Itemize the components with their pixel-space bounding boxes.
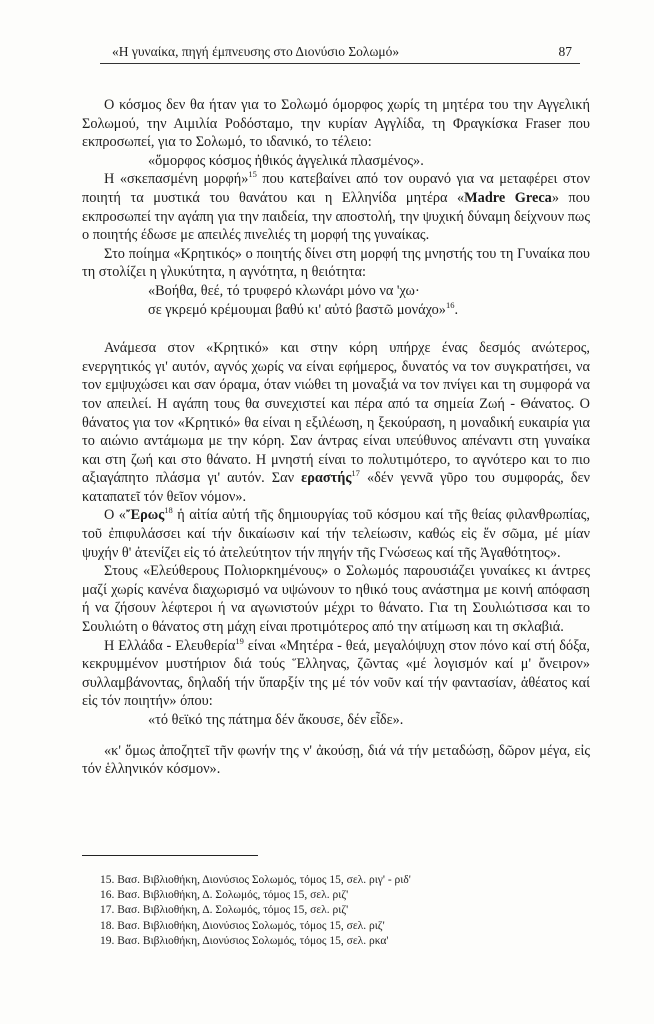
quotation-block: «κ' ὅμως ἀποζητεῖ τῆν φωνήν της ν' ἀκούσῃ, διά νά τήν μεταδώσῃ, δῶρον μέγα, εἰς τόν ἑλληνικόν κόσμον».: [82, 742, 590, 778]
page-number: 87: [558, 44, 572, 59]
footnote-divider: [82, 855, 258, 856]
footnote: 17. Βασ. Βιβλιοθήκη, Δ. Σολωμός, τόμος 15, σελ. ριζ': [100, 904, 349, 917]
running-title: «Η γυναίκα, πηγή έμπνευσης στο Διονύσιο Σολωμό»: [112, 44, 400, 59]
spacer: [82, 730, 590, 742]
footnote-ref[interactable]: 17: [351, 468, 360, 479]
paragraph: Στο ποίημα «Κρητικός» ο ποιητής δίνει στη μορφή της μνηστής του τη Γυναίκα που τη στολίζει η γλυκύτητα, η αγνότητα, η θειότητα:: [82, 245, 590, 281]
spacer: [82, 319, 590, 339]
footnote: 16. Βασ. Βιβλιοθήκη, Δ. Σολωμός, τόμος 15, σελ. ριζ': [100, 889, 349, 902]
footnote: 19. Βασ. Βιβλιοθήκη, Διονύσιος Σολωμός, τόμος 15, σελ. ρκα': [100, 934, 389, 947]
quotation: «τό θεϊκό της πάτημα δέν ἄκουσε, δέν εἶδε».: [148, 712, 404, 728]
footnotes: [100, 873, 560, 949]
footnote: 15. Βασ. Βιβλιοθήκη, Διονύσιος Σολωμός, τόμος 15, σελ. ριγ' - ριδ': [100, 874, 411, 886]
paragraph: Στους «Ελεύθερους Πολιορκημένους» ο Σολωμός παρουσιάζει γυναίκες κι άντρες μαζί χωρίς κανένα διαχωρισμό να υψώνουν το ηθικό τους ανάστημα με κοινή απόφαση ή να ζήσουν λέφτεροι ή να αγωνιστούν μέχρι το θάνατο. Για τη Σουλιώτισσα και το Σουλιώτη ο θάνατος στη μάχη είναι προτιμότερος από την ατίμωση και τη σκλαβιά.: [82, 563, 590, 636]
paragraph: Ο «Ἔρως$^{18}$ ἡ αἰτία αὐτή τῆς δημιουργίας τοῦ κόσμου καί τῆς θείας φιλανθρωπίας, τοῦ ἐπιφυλάσσει καί τήν δικαίωσιν καί τήν τελείωσιν, καθώς εἰς ἕν σῶμα, μέ μίαν ψυχήν θ' ἀτενίζει εἰς τό ἀτελεύτητον τήν πηγήν τῆς Γνώσεως καί τῆς Ἀγαθότητος».: [82, 505, 590, 561]
quotation: «ὅμορφος κόσμος ἠθικός ἀγγελικά πλασμένος».: [148, 152, 424, 169]
footnote-ref[interactable]: 19: [235, 635, 244, 646]
verse-line: «Βοήθα, θεέ, τό τρυφερό κλωνάρι μόνο να 'χω·: [148, 282, 420, 299]
body-text: [82, 96, 590, 779]
footnote-ref[interactable]: 18: [164, 505, 173, 516]
paragraph: Ο κόσμος δεν θα ήταν για το Σολωμό όμορφος χωρίς τη μητέρα του την Αγγελική Σολωμού, την Αιμιλία Ροδόσταμο, την κυρίαν Αγγλίδα, τη Φραγκίσκα Fraser που εκπροσωπεί, για το Σολωμό, το ιδανικό, το τέλειο:: [82, 97, 590, 151]
paragraph: Ανάμεσα στον «Κρητικό» και στην κόρη υπήρχε ένας δεσμός ανώτερος, ενεργητικός γι' αυτόν, αγνός χωρίς να είναι εφήμερος, δυνατός να τον συγκρατήσει, να τον εμψυχώσει και σαν όραμα, όταν νιώθει τη μοναξιά να τον πνίγει και τη συμφορά να τον απειλεί. Η αγάπη τους θα συνεχιστεί και πέρα από τα σημεία Ζωή - Θάνατος. Ο θάνατος για τον «Κρητικό» θα είναι η εξιλέωση, η ξεκούραση, η μοναδική ευκαιρία για το αιώνιο αντάμωμα με την κόρη. Σαν άντρας είναι υπεύθυνος απέναντι στη γυναίκα και στη ζωή και στο θάνατο. Η μνηστή είναι το πολυτιμότερο, το αγνότερο και το πιο αξιαγάπητο πλάσμα γι' αυτόν. Σαν εραστής$^{17}$ «δέν γεννᾶ γῦρο του συμφοράς, δεν καταπατεῖ τόν θεῖον νόμον».: [82, 340, 590, 505]
verse-line: σε γκρεμό κρέμουμαι βαθύ κι' αὐτό βαστῶ μονάχο»$^{16}$.: [148, 299, 459, 318]
footnote-ref[interactable]: 15: [248, 169, 257, 180]
footnote: 18. Βασ. Βιβλιοθήκη, Διονύσιος Σολωμός, τόμος 15, σελ. ριζ': [100, 919, 385, 932]
paragraph: Η Ελλάδα - Ελευθερία$^{19}$ είναι «Μητέρα - θεά, μεγαλόψυχη στον πόνο καί στή δόξα, κεκρυμμένον μυστήριον διά τούς Ἕλληνας, ζῶντας «μέ λογισμόν καί μ' ὄνειρον» συλλαμβάνοντας, δηλαδή τήν ὕπαρξίν της μέ τόν νοῦν καί τήν φαντασίαν, ἀθέατος καί εἰς τόν ποιητήν» όπου:: [82, 635, 591, 710]
running-header: [100, 44, 580, 64]
footnote-ref[interactable]: 16: [445, 299, 455, 310]
paragraph: Η «σκεπασμένη μορφή»$^{15}$ που κατεβαίνει από τον ουρανό για να μεταφέρει στον ποιητή τα μυστικά του θανάτου και η Ελληνίδα μητέρα «Madre Greca» που εκπροσωπεί την αγάπη για την παιδεία, την αποστολή, την ψυχική δύναμη δείχνουν πως ο ποιητής έδωσε με απειλές πινελιές τη μορφή της γυναίκας.: [82, 169, 590, 244]
